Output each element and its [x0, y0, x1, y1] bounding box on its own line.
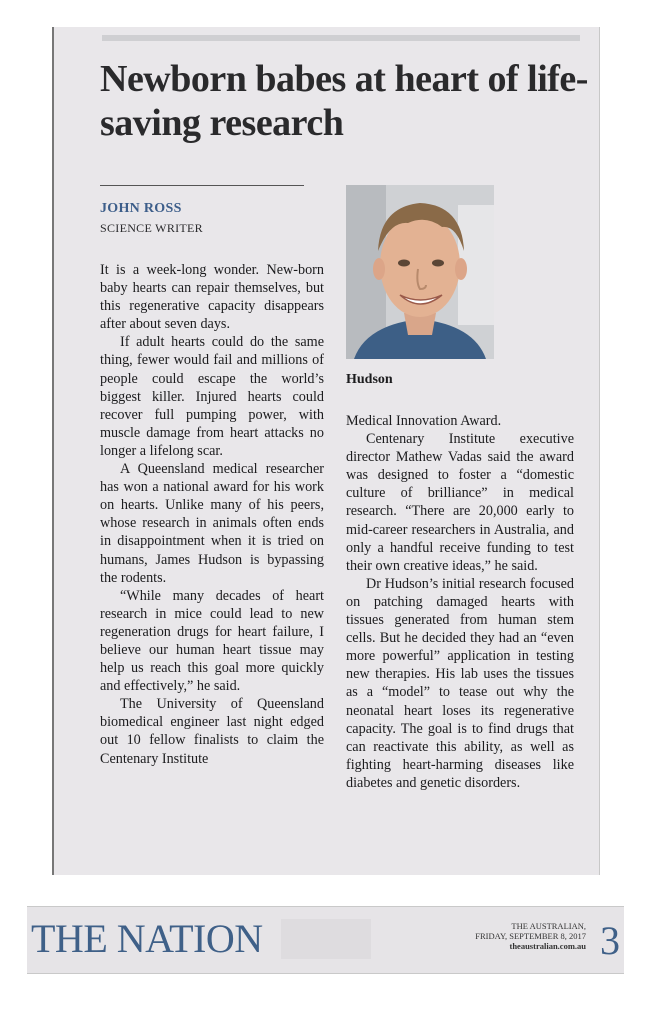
paragraph: If adult hearts could do the same thing, fewer would fail and millions of people could escape the world’s biggest killer. Injured hearts could recover full pumping power, with muscle damage from heart attacks no longer a lifelong scar. [100, 334, 324, 459]
publication-url: theaustralian.com.au [509, 941, 586, 951]
portrait-photo [346, 185, 494, 359]
page-footer [27, 906, 624, 974]
photo-caption: Hudson [346, 372, 393, 387]
paragraph: The University of Queensland biomedical engineer last night edged out 10 fellow finalists to claim the Centenary Institute [100, 696, 324, 767]
publication-info [475, 921, 586, 951]
publication-date: FRIDAY, SEPTEMBER 8, 2017 [475, 931, 586, 941]
article-column-1 [100, 261, 324, 768]
paragraph: Dr Hudson’s initial research focused on patching damaged hearts with tissues generated from human stem cells. But he decided they had an “even more powerful” application in testing new therapies. His lab uses the tissues as a “model” to tease out why the neonatal heart loses its regenerative capacity. The goal is to find drugs that can reactivate this ability, as well as fighting heart-harming diseases like diabetes and genetic disorders. [346, 575, 574, 791]
page-number: 3 [600, 918, 620, 963]
headline: Newborn babes at heart of life-saving research [100, 58, 588, 144]
paragraph: Medical Innovation Award. [346, 413, 502, 429]
article-clipping [52, 27, 600, 875]
publication-name: THE AUSTRALIAN, [511, 921, 586, 931]
byline-rule [100, 185, 304, 186]
page-top-rule [102, 35, 580, 41]
portrait-illustration [346, 185, 494, 359]
paragraph: A Queensland medical researcher has won a national award for his work on hearts. Unlike many of his peers, whose research in animals often ends in disappointment when it is tried on humans, James Hudson is bypassing the rodents. [100, 461, 324, 586]
section-title: THE NATION [31, 916, 263, 961]
paragraph: It is a week-long wonder. New-born baby hearts can repair themselves, but this regenerative capacity disappears after about seven days. [100, 262, 324, 333]
author-role: SCIENCE WRITER [100, 221, 203, 235]
author-name: JOHN ROSS [100, 201, 182, 216]
paragraph: “While many decades of heart research in mice could lead to new regeneration drugs for heart failure, I believe our human heart tissue may help us reach this goal more quickly and effectively,” he said. [100, 587, 324, 695]
bleed-through-shadow [281, 919, 371, 959]
article-column-2 [346, 412, 574, 792]
paragraph: Centenary Institute executive director Mathew Vadas said the award was designed to foster a “domestic culture of brilliance” in medical research. “There are 20,000 early to mid-career researchers in Australia, and only a handful receive funding to test their own creative ideas,” he said. [346, 431, 574, 574]
